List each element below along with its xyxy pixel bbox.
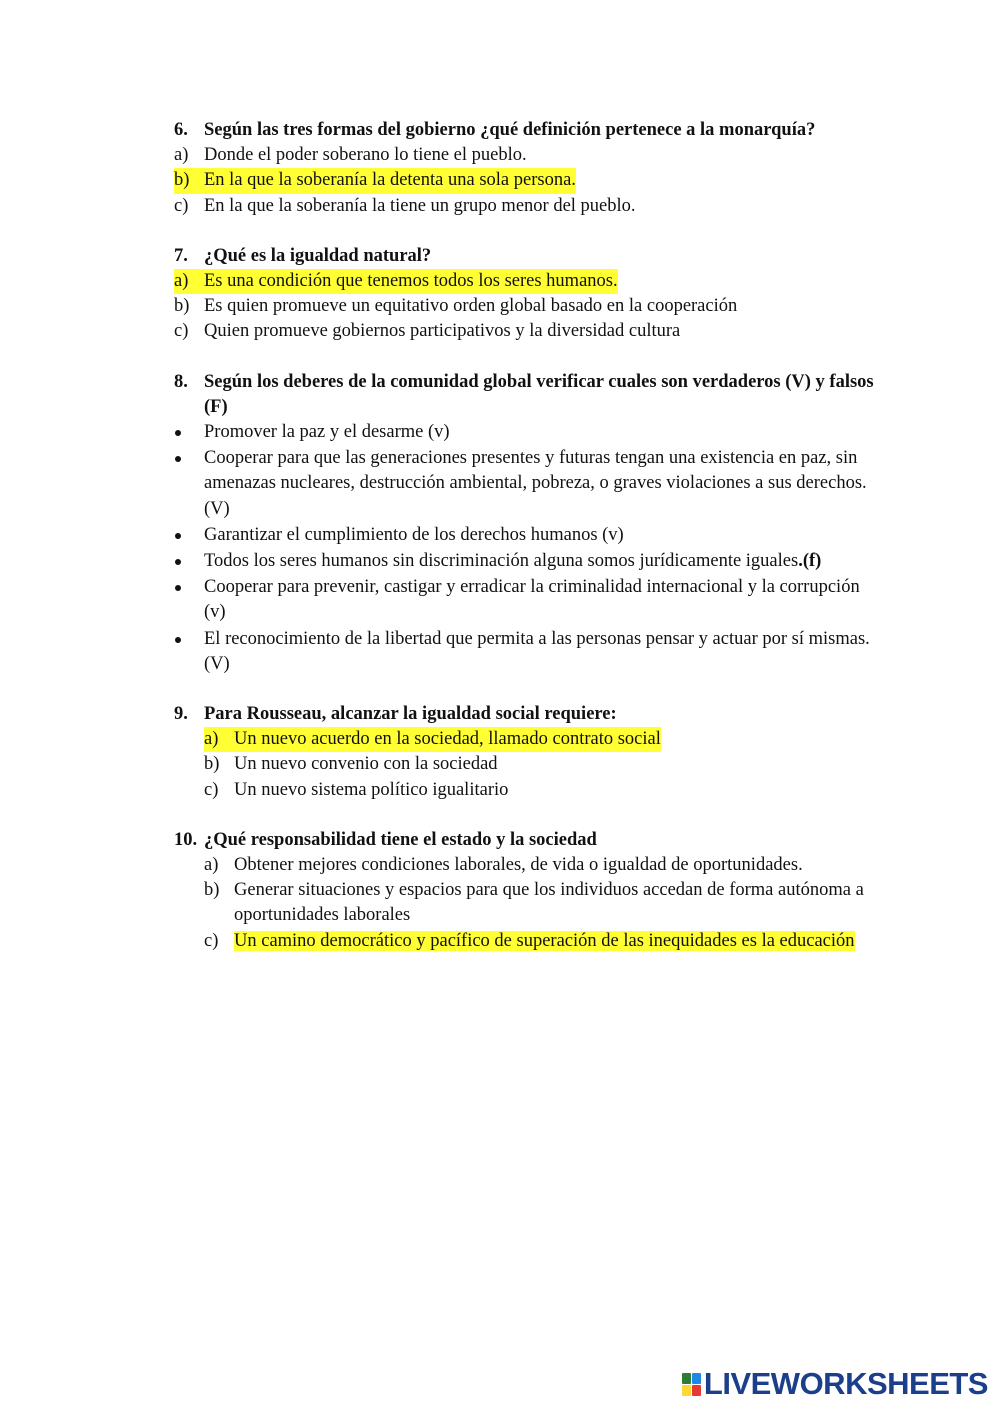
option-mark: a) <box>174 271 189 292</box>
question-7 <box>174 244 874 345</box>
option-text: Un nuevo convenio con la sociedad <box>234 754 498 775</box>
question-number: 8. <box>174 371 188 392</box>
option-mark: c) <box>204 930 219 951</box>
question-9 <box>174 702 874 803</box>
bullet-icon <box>174 627 204 677</box>
option-a[interactable] <box>174 727 874 752</box>
statement-item[interactable] <box>174 523 874 548</box>
statement-text: Promover la paz y el desarme (v) <box>204 422 450 443</box>
option-mark: b) <box>204 754 220 775</box>
bullet-icon <box>174 575 204 625</box>
option-b[interactable] <box>174 752 874 777</box>
option-c[interactable] <box>174 319 874 344</box>
statement-item[interactable] <box>174 446 874 522</box>
statement-text: Cooperar para prevenir, castigar y erradicar la criminalidad internacional y la corrupción (v) <box>204 577 860 623</box>
question-10 <box>174 828 874 954</box>
question-6 <box>174 118 874 219</box>
option-text: En la que la soberanía la tiene un grupo menor del pueblo. <box>204 195 636 216</box>
option-mark: b) <box>204 880 220 901</box>
statement-answer: .(f) <box>798 551 822 572</box>
bullet-icon <box>174 523 204 548</box>
option-mark: c) <box>174 195 189 216</box>
option-a[interactable] <box>174 269 874 294</box>
bullet-icon <box>174 446 204 522</box>
question-8 <box>174 370 874 677</box>
option-c[interactable] <box>174 929 874 954</box>
option-text: Obtener mejores condiciones laborales, de vida o igualdad de oportunidades. <box>234 855 803 876</box>
option-text-highlighted: Un camino democrático y pacífico de superación de las inequidades es la educación <box>234 930 855 951</box>
option-mark: b) <box>174 296 190 317</box>
logo-icon <box>682 1373 701 1396</box>
option-text: Es quien promueve un equitativo orden global basado en la cooperación <box>204 296 738 317</box>
statement-text: Garantizar el cumplimiento de los derechos humanos (v) <box>204 524 624 545</box>
question-text: ¿Qué es la igualdad natural? <box>204 245 432 266</box>
option-mark: a) <box>174 145 189 166</box>
statement-text: Cooperar para que las generaciones presentes y futuras tengan una existencia en paz, sin amenazas nucleares, destrucción ambiental, pobreza, o graves violaciones a sus derechos. (V) <box>204 448 867 519</box>
option-text: Quien promueve gobiernos participativos y la diversidad cultura <box>204 321 681 342</box>
question-number: 10. <box>174 829 198 850</box>
question-title <box>174 118 874 143</box>
liveworksheets-logo <box>682 1366 988 1402</box>
option-text: Donde el poder soberano lo tiene el pueblo. <box>204 145 527 166</box>
question-text: Según los deberes de la comunidad global verificar cuales son verdaderos (V) y falsos (F) <box>204 371 874 417</box>
worksheet <box>174 118 874 979</box>
statement-item[interactable] <box>174 420 874 445</box>
statement-item[interactable] <box>174 549 874 574</box>
question-title <box>174 370 874 420</box>
question-text: Según las tres formas del gobierno ¿qué definición pertenece a la monarquía? <box>204 120 816 140</box>
question-text: ¿Qué responsabilidad tiene el estado y la sociedad <box>204 829 597 850</box>
option-text-highlighted: Un nuevo acuerdo en la sociedad, llamado contrato social <box>234 729 661 750</box>
option-mark: c) <box>204 779 219 800</box>
option-c[interactable] <box>174 778 874 803</box>
logo-text: LIVEWORKSHEETS <box>703 1366 988 1401</box>
question-title <box>174 244 874 269</box>
bullet-icon <box>174 420 204 445</box>
statement-text: El reconocimiento de la libertad que permita a las personas pensar y actuar por sí mismas. (V) <box>204 628 870 674</box>
statement-item[interactable] <box>174 627 874 677</box>
option-text: Un nuevo sistema político igualitario <box>234 779 509 800</box>
statement-item[interactable] <box>174 575 874 625</box>
option-a[interactable] <box>174 143 874 168</box>
option-mark: a) <box>204 729 219 750</box>
option-mark: b) <box>174 170 190 191</box>
question-number: 9. <box>174 704 188 725</box>
question-number: 7. <box>174 245 188 266</box>
option-mark: c) <box>174 321 189 342</box>
statement-text: Todos los seres humanos sin discriminación alguna somos jurídicamente iguales <box>204 551 799 572</box>
question-number: 6. <box>174 120 188 140</box>
question-title <box>174 702 874 727</box>
option-a[interactable] <box>174 853 874 878</box>
question-text: Para Rousseau, alcanzar la igualdad social requiere: <box>204 704 617 725</box>
question-title <box>174 828 874 853</box>
option-b[interactable] <box>174 168 874 193</box>
option-b[interactable] <box>174 294 874 319</box>
option-b[interactable] <box>174 878 874 928</box>
option-text-highlighted: Es una condición que tenemos todos los seres humanos. <box>204 271 618 292</box>
option-text-highlighted: En la que la soberanía la detenta una sola persona. <box>204 170 576 191</box>
bullet-icon <box>174 549 204 574</box>
option-mark: a) <box>204 855 219 876</box>
option-text: Generar situaciones y espacios para que los individuos accedan de forma autónoma a oportunidades laborales <box>234 880 864 926</box>
option-c[interactable] <box>174 194 874 219</box>
